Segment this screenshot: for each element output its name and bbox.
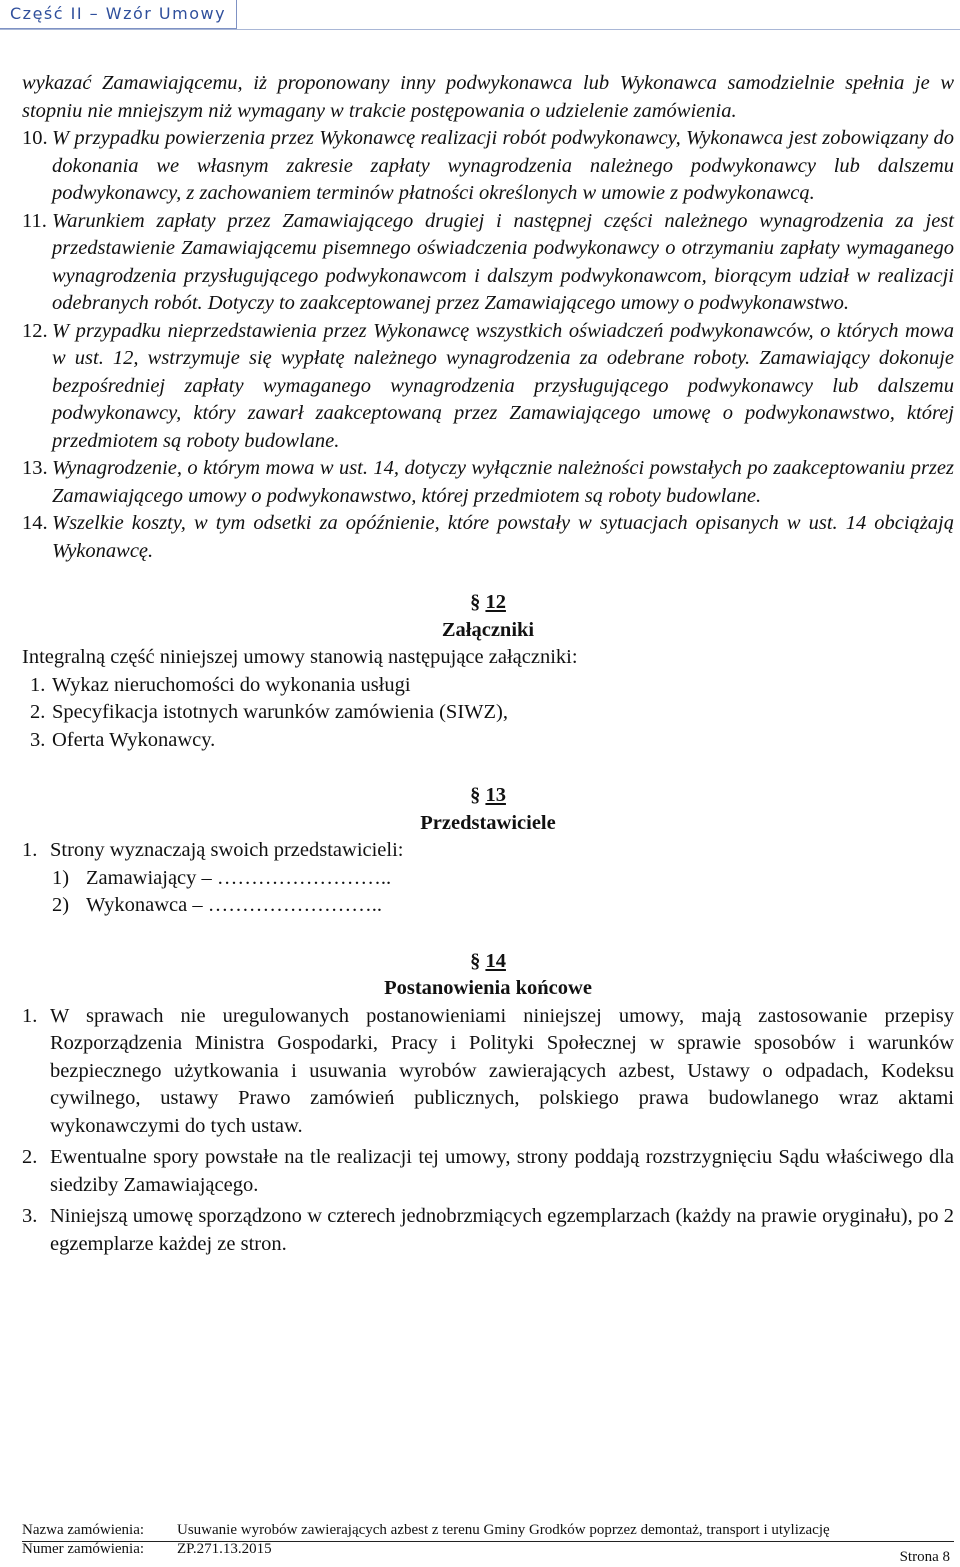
item-12	[22, 318, 954, 456]
item-text: W przypadku powierzenia przez Wykonawcę realizacji robót podwykonawcy, Wykonawca jest zobowiązany do dokonania we własnym zakresie zapłaty wynagrodzenia należnego podwykonawcy lub dalszemu podwykonawcy, z zachowaniem terminów płatności określonych w umowie z podwykonawcą.	[52, 127, 954, 204]
section-13	[22, 782, 954, 920]
numbered-items	[22, 125, 954, 565]
list-item: 1. Wykaz nieruchomości do wykonania usługi	[30, 673, 411, 696]
page-number: Strona 8	[899, 1549, 950, 1565]
item-11	[22, 208, 954, 318]
header-title: Część II – Wzór Umowy	[0, 0, 237, 29]
item-text: Warunkiem zapłaty przez Zamawiającego drugiej i następnej części należnego wynagrodzenia za jest przedstawienie Zamawiającemu pisemnego oświadczenia podwykonawcy o otrzymaniu zapłaty wymaganego wynagrodzenia przysługującego podwykonawcom i dalszym podwykonawcom, biorącym udział w realizacji odebranych robót. Dotyczy to zaakceptowanej przez Zamawiającego umowy o podwykonawstwo.	[52, 209, 954, 314]
section-number: § 13	[470, 784, 506, 806]
item-number: 12.	[22, 319, 48, 342]
list-item: 2. Ewentualne spory powstałe na tle realizacji tej umowy, strony poddają rozstrzygnięciu Sądu właściwego dla siedziby Zamawiającego.	[22, 1146, 954, 1196]
page-header	[0, 0, 960, 30]
list-item: 2. Specyfikacja istotnych warunków zamówienia (SIWZ),	[30, 701, 508, 723]
item-text: Wszelkie koszty, w tym odsetki za opóźnienie, które powstały w sytuacjach opisanych w ust. 14 obciążają Wykonawcę.	[52, 512, 954, 562]
section-12	[22, 589, 954, 754]
list-item: 1. Strony wyznaczają swoich przedstawicieli:	[22, 839, 404, 861]
list-item: 1. W sprawach nie uregulowanych postanowieniami niniejszej umowy, mają zastosowanie przepisy Rozporządzenia Ministra Gospodarki, Pracy i Polityki Społecznej w sprawie sposobów i warunków bezpiecznego użytkowania i usuwania wyrobów zawierających azbest, Ustawy o odpadach, Kodeksu cywilnego, ustawy Prawo zamówień publicznych, polskiego prawa budowlanego wraz aktami wykonawczymi do tych ustaw.	[22, 1004, 954, 1137]
item-13	[22, 455, 954, 510]
item-number: 10.	[22, 127, 48, 149]
representative-zamawiajacy: 1) Zamawiający – ……………………..	[52, 866, 392, 889]
item-10	[22, 125, 954, 208]
item-number: 13.	[22, 457, 48, 479]
item-text: Wynagrodzenie, o którym mowa w ust. 14, dotyczy wyłącznie należności powstałych po zaakceptowaniu przez Zamawiającego umowy o podwykonawstwo, której przedmiotem są roboty budowlane.	[52, 457, 954, 507]
section-title: Przedstawiciele	[420, 811, 556, 834]
attachments-list	[22, 672, 954, 755]
item-number: 14.	[22, 512, 48, 534]
page-footer	[22, 1521, 954, 1559]
section-number: § 14	[470, 949, 506, 972]
section-14	[22, 948, 954, 1259]
footer-order-name: Nazwa zamówienia: Usuwanie wyrobów zawierających azbest z terenu Gminy Grodków poprzez demontaż, transport i utylizację	[22, 1522, 830, 1538]
section-intro: Integralną część niniejszej umowy stanowią następujące załączniki:	[22, 646, 578, 668]
section-title: Załączniki	[441, 618, 535, 641]
document-body	[22, 70, 954, 1258]
final-provisions-list	[22, 1003, 954, 1259]
representative-wykonawca: 2) Wykonawca – ……………………..	[52, 894, 382, 916]
item-text: W przypadku nieprzedstawienia przez Wykonawcę wszystkich oświadczeń podwykonawców, o których mowa w ust. 12, wstrzymuje się wypłatę należnego wynagrodzenia za odebrane roboty. Zamawiający dokonuje bezpośredniej zapłaty wymaganego wynagrodzenia przysługującego podwykonawcy lub dalszemu podwykonawcy, który zawarł zaakceptowaną przez Zamawiającego umowę o podwykonawstwo, której przedmiotem są roboty budowlane.	[52, 319, 954, 452]
list-item: 3. Niniejszą umowę sporządzono w czterech jednobrzmiących egzemplarzach (każdy na prawie oryginału), po 2 egzemplarze każdej ze stron.	[22, 1205, 954, 1255]
item-number: 11.	[22, 209, 47, 232]
section-number: § 12	[470, 591, 506, 613]
continuation-paragraph: wykazać Zamawiającemu, iż proponowany inny podwykonawca lub Wykonawca samodzielnie spełnia je w stopniu nie mniejszym niż wymagany w trakcie postępowania o udzielenie zamówienia.	[22, 72, 954, 122]
footer-order-number: Numer zamówienia: ZP.271.13.2015	[22, 1541, 272, 1557]
item-14	[22, 510, 954, 565]
list-item: 3. Oferta Wykonawcy.	[30, 728, 216, 751]
section-title: Postanowienia końcowe	[384, 977, 592, 999]
